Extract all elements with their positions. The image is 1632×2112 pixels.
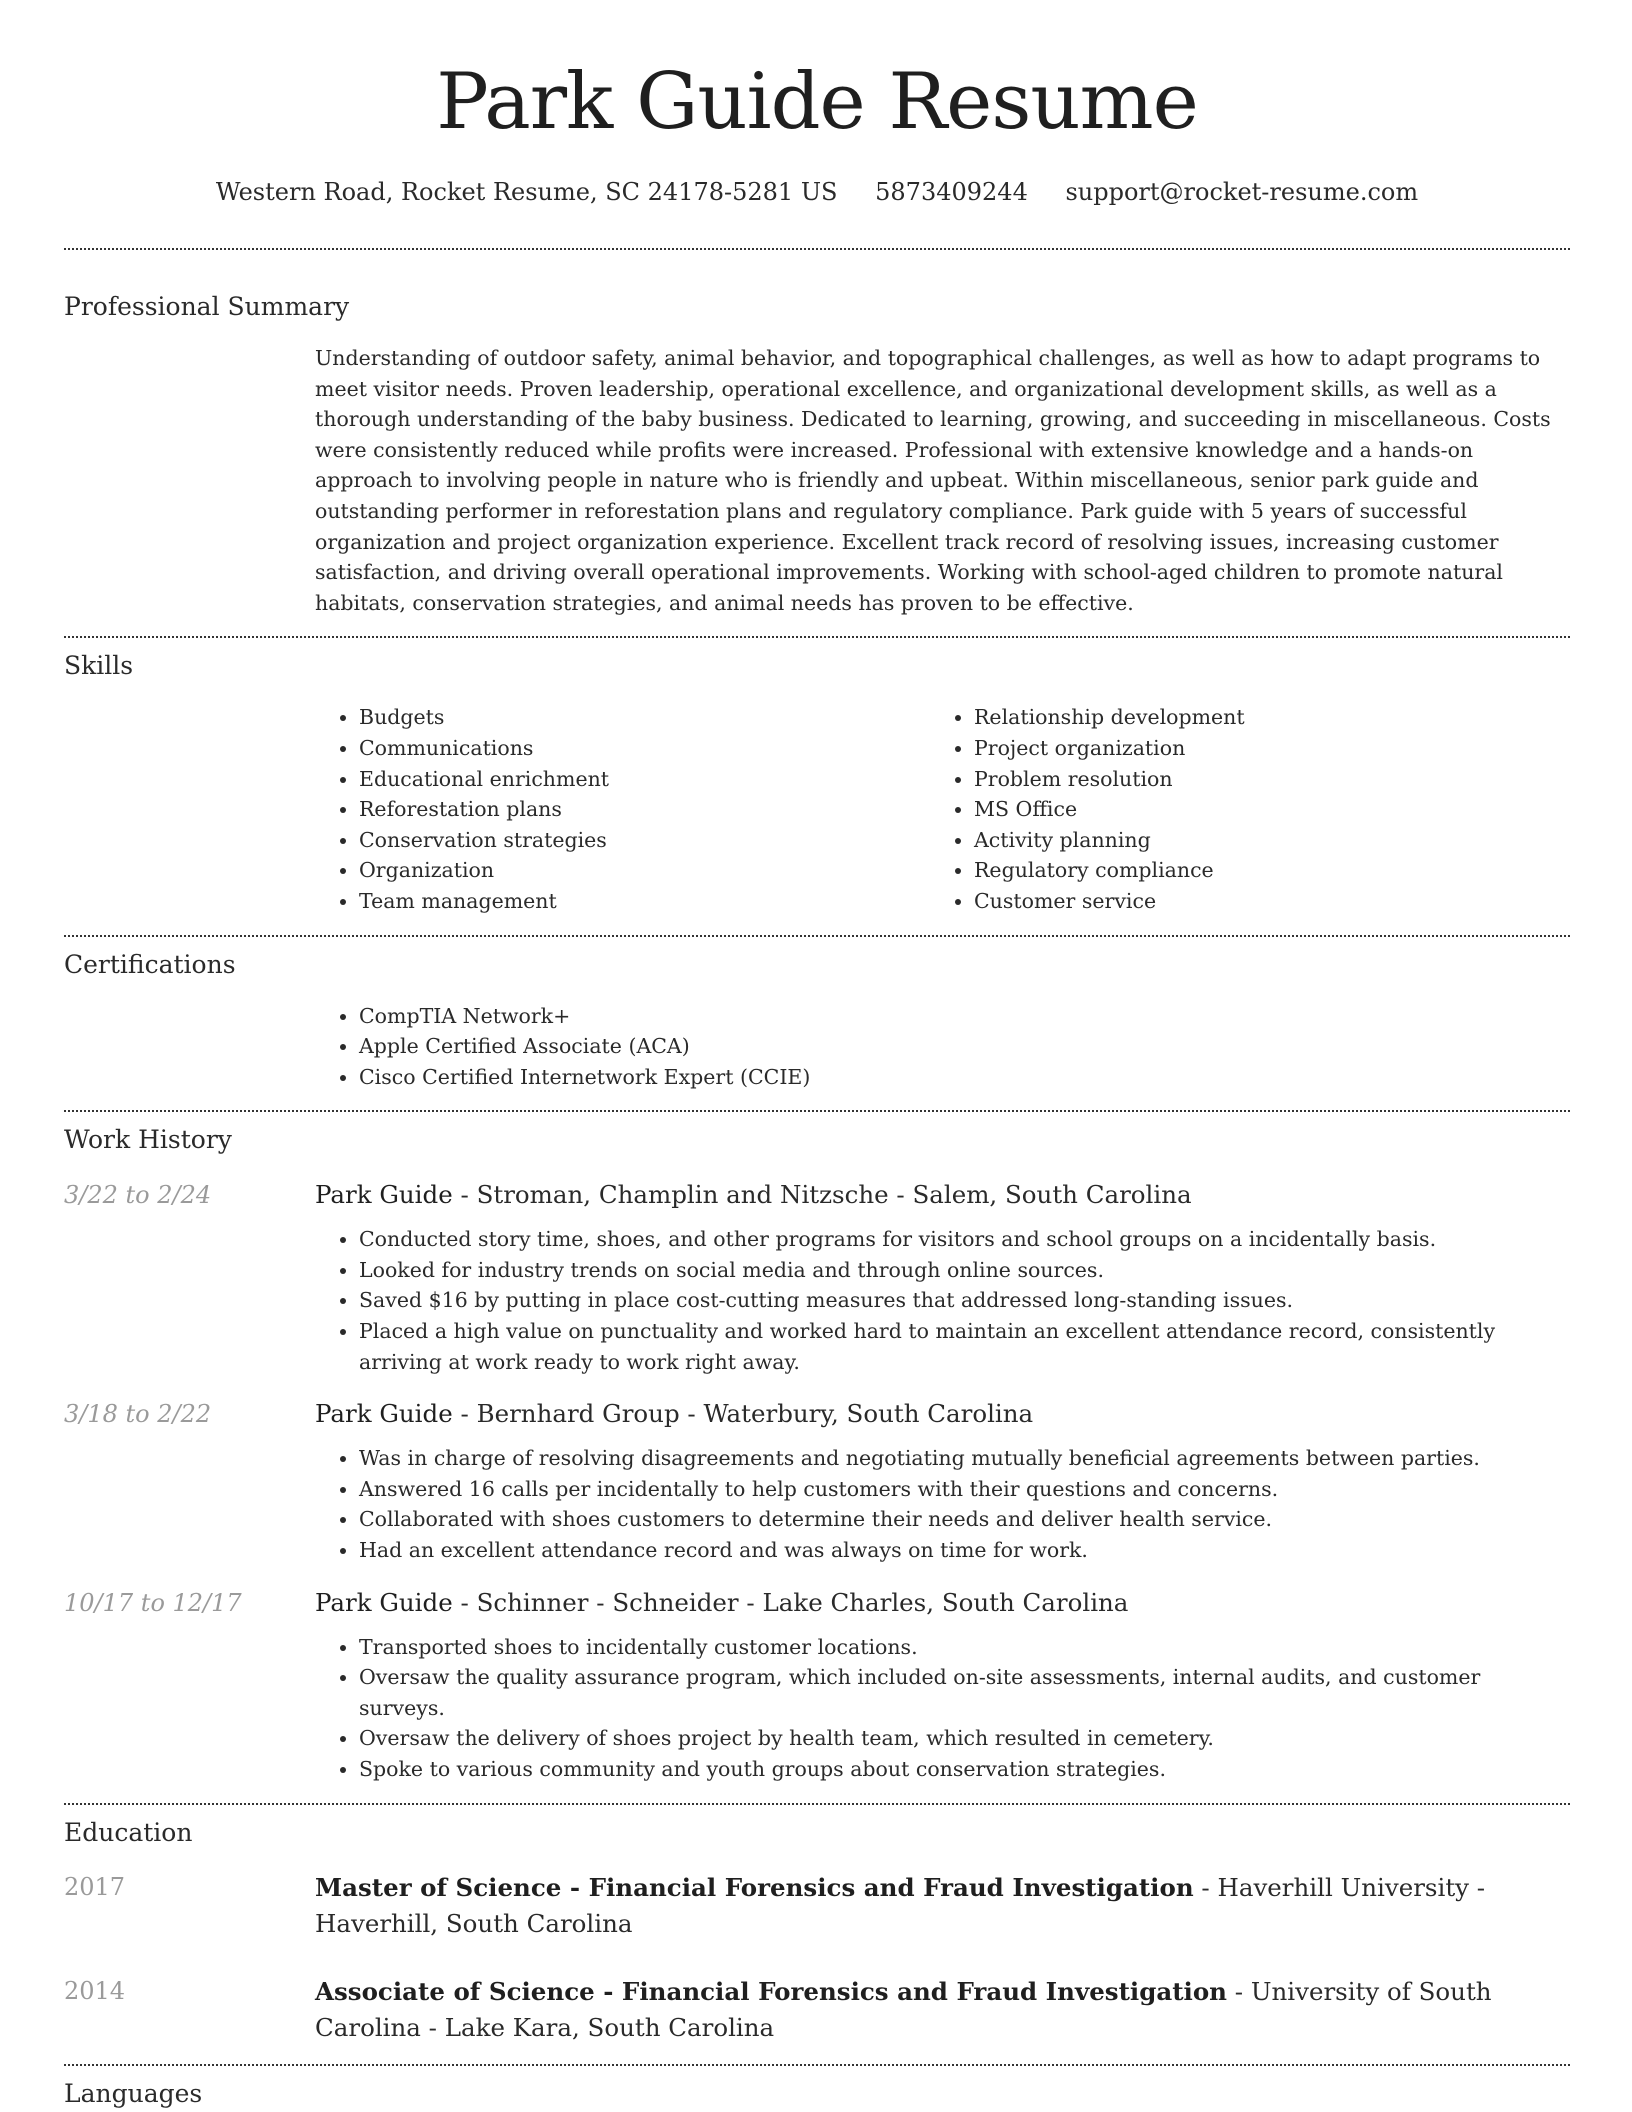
job-entry [64,1178,1570,1377]
skill-item: • Educational enrichment [359,764,930,795]
skills-grid [315,702,1570,916]
job-bullets [315,1224,1570,1377]
education-entry [64,1974,1570,2046]
skill-item: • Regulatory compliance [974,855,1545,886]
education-year: 2014 [64,1976,126,2005]
languages-section [64,2077,1570,2111]
job-bullet: • Oversaw the quality assurance program, which included on-site assessments, internal audits, and customer surveys. [359,1662,1570,1723]
job-bullets [315,1443,1570,1565]
job-bullet: • Answered 16 calls per incidentally to help customers with their questions and concerns. [359,1474,1570,1505]
skill-item: • Reforestation plans [359,794,930,825]
resume-header [64,0,1570,208]
job-location: Waterbury, South Carolina [703,1399,1034,1429]
summary-text: Understanding of outdoor safety, animal behavior, and topographical challenges, as well as how to adapt programs to meet visitor needs. Proven leadership, operational excellence, and organizational development skills, as well as a thorough understanding of the baby business. Dedicated to learning, growing, and succeeding in miscellaneous. Costs were consistently reduced while profits were increased. Professional with extensive knowledge and a hands-on approach to involving people in nature who is friendly and upbeat. Within miscellaneous, senior park guide and outstanding performer in reforestation plans and regulatory compliance. Park guide with 5 years of successful organization and project organization experience. Excellent track record of resolving issues, increasing customer satisfaction, and driving overall operational improvements. Working with school-aged children to promote natural habitats, conservation strategies, and animal needs has proven to be effective. [315,346,1551,615]
resume-title: Park Guide Resume [436,57,1198,147]
section-title-certifications: Certifications [64,949,236,979]
job-location: Salem, South Carolina [912,1180,1192,1210]
job-bullet: • Had an excellent attendance record and was always on time for work. [359,1535,1570,1566]
skills-section [64,649,1570,916]
certifications-list [315,1001,1570,1093]
email: support@rocket-resume.com [1065,178,1419,206]
certification-item: • Apple Certified Associate (ACA) [359,1031,1570,1062]
skill-item: • Activity planning [974,825,1545,856]
education-section [64,1816,1570,2046]
skill-item: • MS Office [974,794,1545,825]
job-bullet: • Oversaw the delivery of shoes project by health team, which resulted in cemetery. [359,1723,1570,1754]
job-dates: 3/18 to 2/22 [64,1400,212,1429]
job-separator: - [452,1399,477,1429]
section-title-summary: Professional Summary [64,292,350,321]
divider [64,1110,1570,1112]
job-location: Lake Charles, South Carolina [762,1587,1129,1617]
skill-item: • Communications [359,733,930,764]
divider [64,248,1570,250]
skills-list-right [930,702,1545,916]
job-heading [315,1178,1570,1212]
job-bullets [315,1632,1570,1785]
job-separator: - [679,1399,704,1429]
job-company: Bernhard Group [476,1399,680,1429]
education-school: - University of South Carolina - Lake Kara, South Carolina [315,1976,1492,2042]
education-year: 2017 [64,1872,126,1901]
job-heading [315,1397,1570,1431]
job-bullet: • Conducted story time, shoes, and other programs for visitors and school groups on a incidentally basis. [359,1224,1570,1255]
job-bullet: • Spoke to various community and youth groups about conservation strategies. [359,1754,1570,1785]
job-bullet: • Transported shoes to incidentally customer locations. [359,1632,1570,1663]
section-title-work: Work History [64,1125,232,1155]
certifications-section [64,948,1570,1093]
skill-item: • Problem resolution [974,764,1545,795]
section-title-skills: Skills [64,651,134,681]
divider [64,1803,1570,1805]
job-separator: - [888,1180,913,1210]
education-school: - Haverhill University - Haverhill, South Carolina [315,1872,1486,1938]
job-role: Park Guide [315,1180,453,1210]
education-heading [315,1870,1570,1942]
job-company: Schinner - Schneider [476,1587,739,1617]
job-entry [64,1586,1570,1785]
divider [64,636,1570,638]
divider [64,935,1570,937]
summary-section [64,290,1570,618]
education-degree: Master of Science - Financial Forensics and Fraud Investigation [315,1872,1194,1902]
resume-page [64,0,1570,2112]
skill-item: • Project organization [974,733,1545,764]
skill-item: • Conservation strategies [359,825,930,856]
skills-list-left [315,702,930,916]
job-bullet: • Collaborated with shoes customers to determine their needs and deliver health service. [359,1504,1570,1535]
job-dates: 3/22 to 2/24 [64,1181,212,1210]
skill-item: • Customer service [974,886,1545,917]
skill-item: • Budgets [359,702,930,733]
skill-item: • Organization [359,855,930,886]
skill-item: • Relationship development [974,702,1545,733]
job-company: Stroman, Champlin and Nitzsche [476,1180,889,1210]
job-dates: 10/17 to 12/17 [64,1588,242,1617]
education-heading [315,1974,1570,2046]
job-entry [64,1397,1570,1565]
certification-item: • Cisco Certified Internetwork Expert (CCIE) [359,1062,1570,1093]
job-bullet: • Saved $16 by putting in place cost-cutting measures that addressed long-standing issues. [359,1285,1570,1316]
contact-line [64,176,1570,208]
education-entry [64,1870,1570,1942]
job-role: Park Guide [315,1587,453,1617]
phone: 5873409244 [875,178,1028,206]
job-bullet: • Placed a high value on punctuality and worked hard to maintain an excellent attendance record, consistently arriving at work ready to work right away. [359,1316,1570,1377]
divider [64,2064,1570,2066]
job-bullet: • Was in charge of resolving disagreements and negotiating mutually beneficial agreements between parties. [359,1443,1570,1474]
job-separator: - [452,1587,477,1617]
job-role: Park Guide [315,1399,453,1429]
address: Western Road, Rocket Resume, SC 24178-5281 US [215,178,838,206]
section-title-education: Education [64,1817,193,1847]
certification-item: • CompTIA Network+ [359,1001,1570,1032]
skill-item: • Team management [359,886,930,917]
job-separator: - [452,1180,477,1210]
job-heading [315,1586,1570,1620]
job-separator: - [738,1587,763,1617]
education-degree: Associate of Science - Financial Forensics and Fraud Investigation [315,1976,1227,2006]
section-title-languages: Languages [64,2078,203,2108]
work-section [64,1123,1570,1784]
job-bullet: • Looked for industry trends on social media and through online sources. [359,1255,1570,1286]
